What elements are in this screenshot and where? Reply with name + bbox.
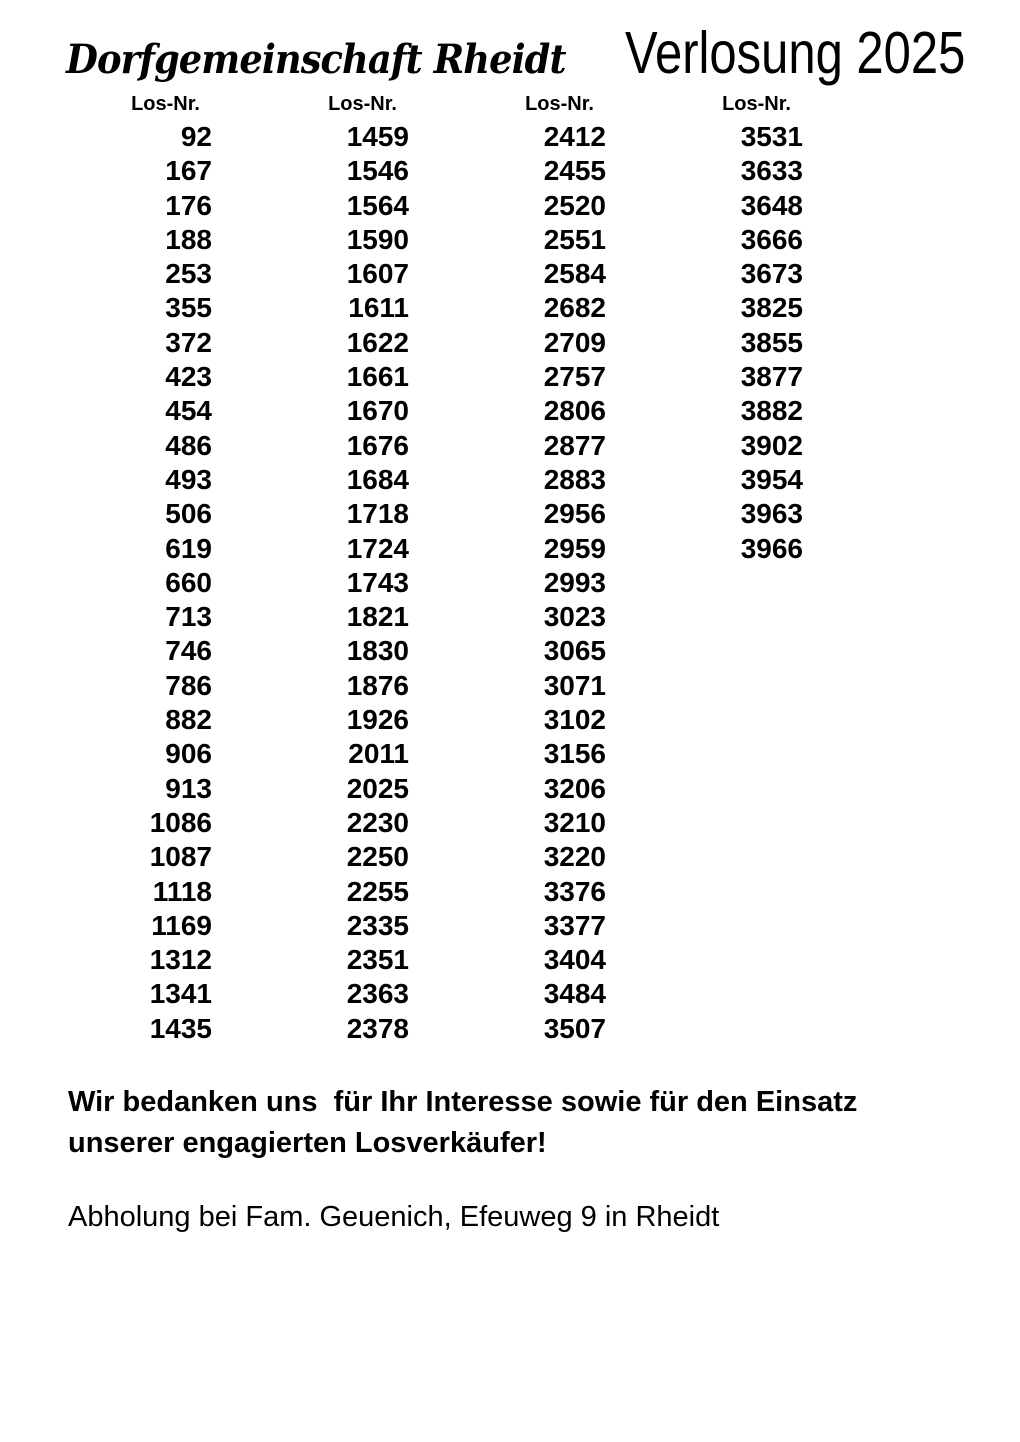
footer <box>68 1082 948 1236</box>
los-number: 1743 <box>346 566 409 598</box>
los-number: 1830 <box>346 635 409 667</box>
los-number: 906 <box>165 738 212 770</box>
los-number: 1564 <box>346 189 409 221</box>
los-number: 3206 <box>543 772 606 804</box>
los-number: 3071 <box>543 669 606 701</box>
los-number: 3065 <box>543 635 606 667</box>
los-number: 2877 <box>543 429 606 461</box>
los-number: 506 <box>165 498 212 530</box>
los-number: 2959 <box>543 532 606 564</box>
los-number: 2993 <box>543 566 606 598</box>
los-number: 1169 <box>151 909 212 941</box>
los-number: 167 <box>165 155 212 187</box>
los-number: 882 <box>165 704 212 736</box>
los-number: 1087 <box>149 841 212 873</box>
los-number: 1590 <box>346 223 409 255</box>
los-number: 3666 <box>740 223 803 255</box>
los-number: 2255 <box>346 875 409 907</box>
organization-title: Dorfgemeinschaft Rheidt <box>66 36 566 83</box>
los-number: 1724 <box>346 532 409 564</box>
los-number: 660 <box>165 566 212 598</box>
los-number: 1876 <box>346 669 409 701</box>
los-number: 1312 <box>149 944 212 976</box>
los-number: 2682 <box>543 292 606 324</box>
column-header-los-nr: Los-Nr. <box>722 93 791 115</box>
los-number: 3531 <box>740 121 803 152</box>
los-number: 2363 <box>346 978 409 1010</box>
los-number: 3023 <box>543 601 606 633</box>
los-number: 2520 <box>543 189 606 221</box>
los-number: 188 <box>165 223 212 255</box>
lottery-column <box>212 92 409 1046</box>
pickup-info: Abholung bei Fam. Geuenich, Efeuweg 9 in Rheidt <box>68 1201 720 1233</box>
los-number: 3507 <box>543 1012 606 1044</box>
los-number: 3855 <box>740 326 803 358</box>
los-number: 3376 <box>543 875 606 907</box>
los-number: 2351 <box>346 944 409 976</box>
los-number: 3156 <box>543 738 606 770</box>
los-number: 1661 <box>346 361 409 393</box>
los-number: 2883 <box>543 463 606 495</box>
los-number: 2806 <box>543 395 606 427</box>
los-number: 486 <box>165 429 212 461</box>
los-number: 2757 <box>543 361 606 393</box>
los-number: 355 <box>165 292 212 324</box>
los-number: 3902 <box>740 429 803 461</box>
los-number: 1546 <box>346 155 409 187</box>
los-number: 253 <box>165 258 212 290</box>
los-number: 1670 <box>346 395 409 427</box>
los-number: 2230 <box>346 806 409 838</box>
los-number: 3648 <box>740 189 803 221</box>
los-number: 3882 <box>740 395 803 427</box>
los-number: 3673 <box>740 258 803 290</box>
los-number: 2250 <box>346 841 409 873</box>
los-number: 372 <box>165 326 212 358</box>
page-title: Verlosung 2025 <box>625 20 966 86</box>
lottery-number-columns <box>15 92 803 1046</box>
los-number: 2025 <box>346 772 409 804</box>
los-number: 913 <box>165 772 212 804</box>
los-number: 176 <box>165 189 212 221</box>
los-number: 1118 <box>152 875 212 907</box>
los-number: 3102 <box>543 704 606 736</box>
los-number: 2709 <box>543 326 606 358</box>
thanks-message <box>68 1082 948 1164</box>
los-number: 2412 <box>543 121 606 152</box>
column-header-los-nr: Los-Nr. <box>131 93 200 115</box>
lottery-column <box>606 92 803 1046</box>
los-number: 454 <box>165 395 212 427</box>
los-number: 2335 <box>346 909 409 941</box>
los-number: 423 <box>165 361 212 393</box>
los-number: 2956 <box>543 498 606 530</box>
los-number: 92 <box>180 121 212 152</box>
thanks-line-1: Wir bedanken uns für Ihr Interesse sowie für den Einsatz <box>68 1086 858 1118</box>
los-number: 1341 <box>149 978 212 1010</box>
los-number: 493 <box>165 463 212 495</box>
los-number: 746 <box>165 635 212 667</box>
los-number: 3377 <box>543 909 606 941</box>
los-number: 2378 <box>346 1012 409 1044</box>
los-number: 3484 <box>543 978 606 1010</box>
los-number: 1718 <box>346 498 409 530</box>
los-number: 1676 <box>346 429 409 461</box>
thanks-line-2: unserer engagierten Losverkäufer! <box>68 1127 547 1159</box>
los-number: 1607 <box>346 258 409 290</box>
los-number: 3825 <box>740 292 803 324</box>
los-number: 1086 <box>149 806 212 838</box>
los-number: 3210 <box>543 806 606 838</box>
los-number: 619 <box>165 532 212 564</box>
los-number: 1821 <box>346 601 409 633</box>
los-number: 1926 <box>346 704 409 736</box>
los-number: 3877 <box>740 361 803 393</box>
los-number: 2551 <box>543 223 606 255</box>
header <box>66 20 1020 86</box>
los-number: 3966 <box>740 532 803 564</box>
los-number: 3633 <box>740 155 803 187</box>
los-number: 3220 <box>543 841 606 873</box>
los-number: 2584 <box>543 258 606 290</box>
los-number: 3404 <box>543 944 606 976</box>
los-number: 713 <box>165 601 212 633</box>
column-header-los-nr: Los-Nr. <box>328 93 397 115</box>
los-number: 1622 <box>346 326 409 358</box>
los-number: 1611 <box>348 292 409 324</box>
los-number: 1684 <box>346 463 409 495</box>
los-number: 2455 <box>543 155 606 187</box>
column-header-los-nr: Los-Nr. <box>525 93 594 115</box>
los-number: 3963 <box>740 498 803 530</box>
lottery-column <box>15 92 212 1046</box>
los-number: 2011 <box>348 738 409 770</box>
los-number: 1435 <box>149 1012 212 1044</box>
los-number: 3954 <box>740 463 803 495</box>
los-number: 786 <box>165 669 212 701</box>
los-number: 1459 <box>346 121 409 152</box>
lottery-column <box>409 92 606 1046</box>
